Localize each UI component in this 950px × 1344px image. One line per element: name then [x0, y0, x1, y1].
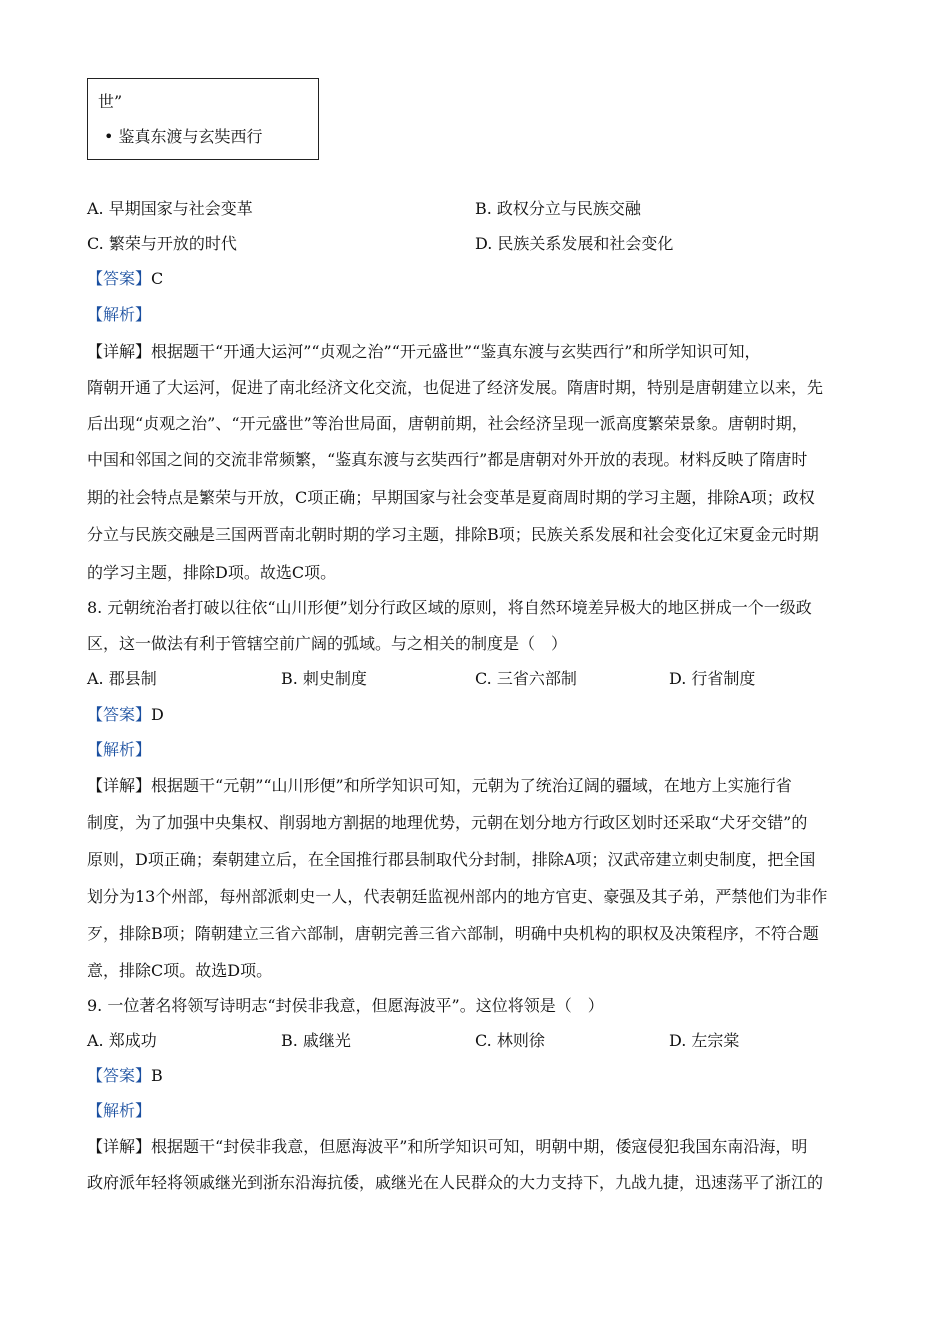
option-b: B. 戚继光 [281, 1031, 351, 1050]
analysis-tag: 【解析】 [87, 740, 152, 759]
analysis-tag: 【解析】 [87, 305, 152, 324]
detail-line: 意，排除C项。故选D项。 [87, 961, 273, 980]
detail-text: 根据题干“封侯非我意，但愿海波平”和所学知识可知，明朝中期，倭寇侵犯我国东南沿海，明 [151, 1137, 808, 1156]
detail-line [87, 1136, 807, 1158]
detail-line: 分立与民族交融是三国两晋南北朝时期的学习主题，排除B项；民族关系发展和社会变化辽宋夏金元时期 [87, 525, 819, 544]
question-text: 区，这一做法有利于管辖空前广阔的弧域。与之相关的制度是（ ） [87, 634, 568, 653]
detail-line: 政府派年轻将领戚继光到浙东沿海抗倭，戚继光在人民群众的大力支持下，九战九捷，迅速荡平了浙江的 [87, 1173, 824, 1192]
material-box [87, 78, 319, 160]
option-d: D. 行省制度 [669, 669, 756, 688]
analysis-tag: 【解析】 [87, 1101, 152, 1120]
option-d: D. 左宗棠 [669, 1031, 740, 1050]
detail-tag: 【详解】 [87, 776, 152, 795]
option-c: C. 繁荣与开放的时代 [87, 234, 237, 253]
detail-tag: 【详解】 [87, 342, 152, 361]
detail-line [87, 341, 760, 363]
option-c: C. 林则徐 [475, 1031, 545, 1050]
option-a: A. 郡县制 [87, 669, 157, 688]
answer-tag: 【答案】 [87, 705, 152, 724]
detail-line: 歹，排除B项；隋朝建立三省六部制，唐朝完善三省六部制，明确中央机构的职权及决策程序，不符合题 [87, 924, 819, 943]
detail-text: 根据题干“开通大运河”“贞观之治”“开元盛世”“鉴真东渡与玄奘西行”和所学知识可知， [151, 342, 761, 361]
option-d: D. 民族关系发展和社会变化 [475, 234, 674, 253]
detail-line: 制度，为了加强中央集权、削弱地方割据的地理优势，元朝在划分地方行政区划时还采取“犬牙交错”的 [87, 813, 808, 832]
answer-line [87, 268, 163, 290]
answer-value: B [151, 1066, 163, 1085]
answer-tag: 【答案】 [87, 1066, 152, 1085]
detail-line: 原则，D项正确；秦朝建立后，在全国推行郡县制取代分封制，排除A项；汉武帝建立刺史制度，把全国 [87, 850, 816, 869]
detail-tag: 【详解】 [87, 1137, 152, 1156]
question-text: 9. 一位著名将领写诗明志“封侯非我意，但愿海波平”。这位将领是（ ） [87, 996, 604, 1015]
detail-line [87, 775, 792, 797]
option-a: A. 早期国家与社会变革 [87, 199, 253, 218]
option-b: B. 刺史制度 [281, 669, 367, 688]
detail-line: 隋朝开通了大运河，促进了南北经济文化交流，也促进了经济发展。隋唐时期，特别是唐朝建立以来，先 [87, 378, 824, 397]
detail-line: 后出现“贞观之治”、“开元盛世”等治世局面，唐朝前期，社会经济呈现一派高度繁荣景象。唐朝时期， [87, 414, 808, 433]
material-line: • 鉴真东渡与玄奘西行 [104, 127, 263, 146]
detail-line: 中国和邻国之间的交流非常频繁，“鉴真东渡与玄奘西行”都是唐朝对外开放的表现。材料反映了隋唐时 [87, 450, 808, 469]
question-text: 8. 元朝统治者打破以往依“山川形便”划分行政区域的原则，将自然环境差异极大的地区拼成一个一级政 [87, 598, 812, 617]
option-a: A. 郑成功 [87, 1031, 157, 1050]
material-line: 世” [98, 92, 123, 111]
option-c: C. 三省六部制 [475, 669, 577, 688]
detail-text: 根据题干“元朝”“山川形便”和所学知识可知，元朝为了统治辽阔的疆域，在地方上实施行省 [151, 776, 792, 795]
answer-line [87, 1065, 163, 1087]
answer-value: D [151, 705, 164, 724]
detail-line: 划分为13个州部，每州部派刺史一人，代表朝廷监视州部内的地方官吏、豪强及其子弟，严禁他们为非作 [87, 887, 828, 906]
option-b: B. 政权分立与民族交融 [475, 199, 641, 218]
answer-tag: 【答案】 [87, 269, 152, 288]
detail-line: 期的社会特点是繁荣与开放，C项正确；早期国家与社会变革是夏商周时期的学习主题，排除A项；政权 [87, 488, 815, 507]
answer-value: C [151, 269, 164, 288]
detail-line: 的学习主题，排除D项。故选C项。 [87, 563, 337, 582]
answer-line [87, 704, 164, 726]
